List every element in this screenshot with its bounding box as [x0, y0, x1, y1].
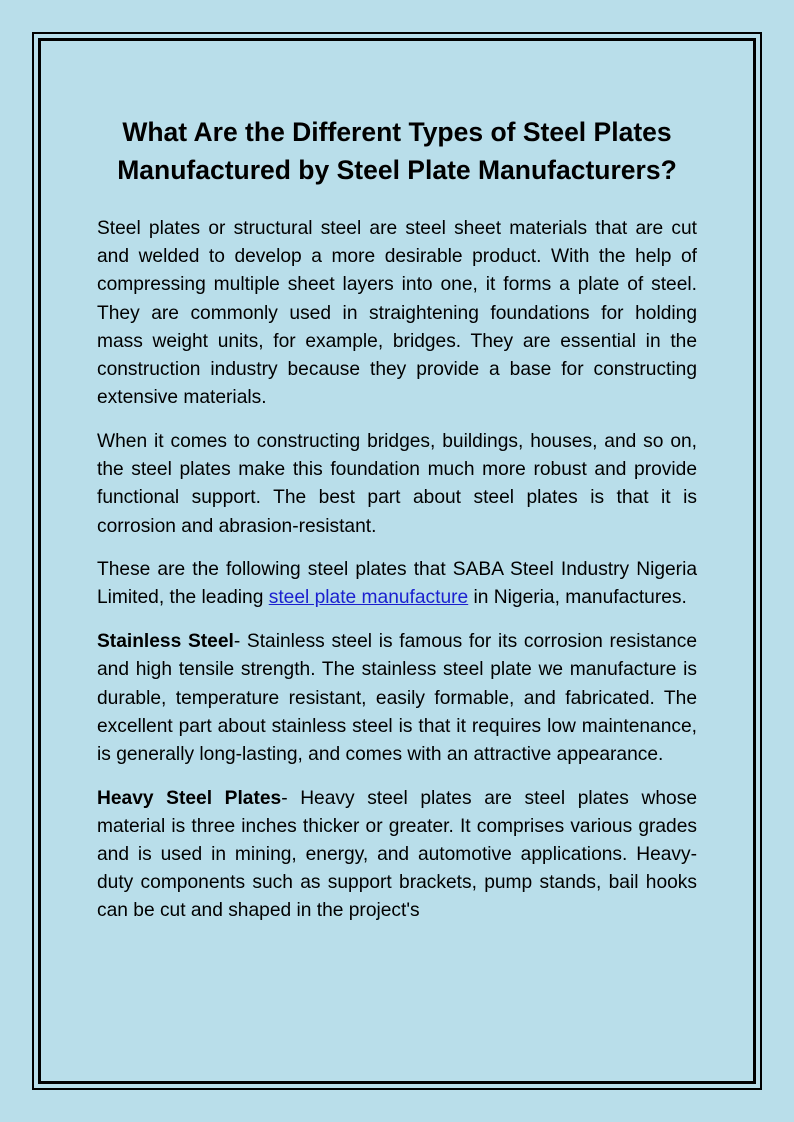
- paragraph-construction: When it comes to constructing bridges, buildings, houses, and so on, the steel plates make this foundation much more robust and provide functional support. The best part about steel plates is that it is corrosion and abrasion-resistant.: [97, 430, 697, 537]
- heavy-steel-plates-text: - Heavy steel plates are steel plates whose material is three inches thicker or greater. It comprises various grades and is used in mining, energy, and automotive applications. Heavy-duty components such as support brackets, pump stands, bail hooks can be cut and shaped in the project's: [97, 787, 697, 922]
- steel-plate-manufacture-link[interactable]: steel plate manufacture: [268, 587, 469, 609]
- document-title: What Are the Different Types of Steel Plates Manufactured by Steel Plate Manufacturers?: [117, 117, 677, 185]
- paragraph-intro: Steel plates or structural steel are steel sheet materials that are cut and welded to develop a more desirable product. With the help of compressing multiple sheet layers into one, it forms a plate of steel. They are commonly used in straightening foundations for holding mass weight units, for example, bridges. They are essential in the construction industry because they provide a base for constructing extensive materials.: [97, 218, 697, 409]
- heavy-steel-plates-heading: Heavy Steel Plates: [97, 787, 282, 809]
- paragraph-heavy-steel-plates: [97, 785, 697, 926]
- paragraph-manufacturer-after: in Nigeria, manufactures.: [468, 587, 687, 609]
- paragraph-stainless-steel: [97, 628, 697, 769]
- stainless-steel-text: - Stainless steel is famous for its corrosion resistance and high tensile strength. The stainless steel plate we manufacture is durable, temperature resistant, easily formable, and fabricated. The excellent part about stainless steel is that it requires low maintenance, is generally long-lasting, and comes with an attractive appearance.: [97, 631, 697, 765]
- document-body: [97, 113, 697, 941]
- paragraph-manufacturer-before: These are the following steel plates that SABA Steel Industry Nigeria Limited, the leading: [97, 559, 697, 609]
- paragraph-manufacturer: [97, 556, 697, 612]
- stainless-steel-heading: Stainless Steel: [97, 631, 234, 653]
